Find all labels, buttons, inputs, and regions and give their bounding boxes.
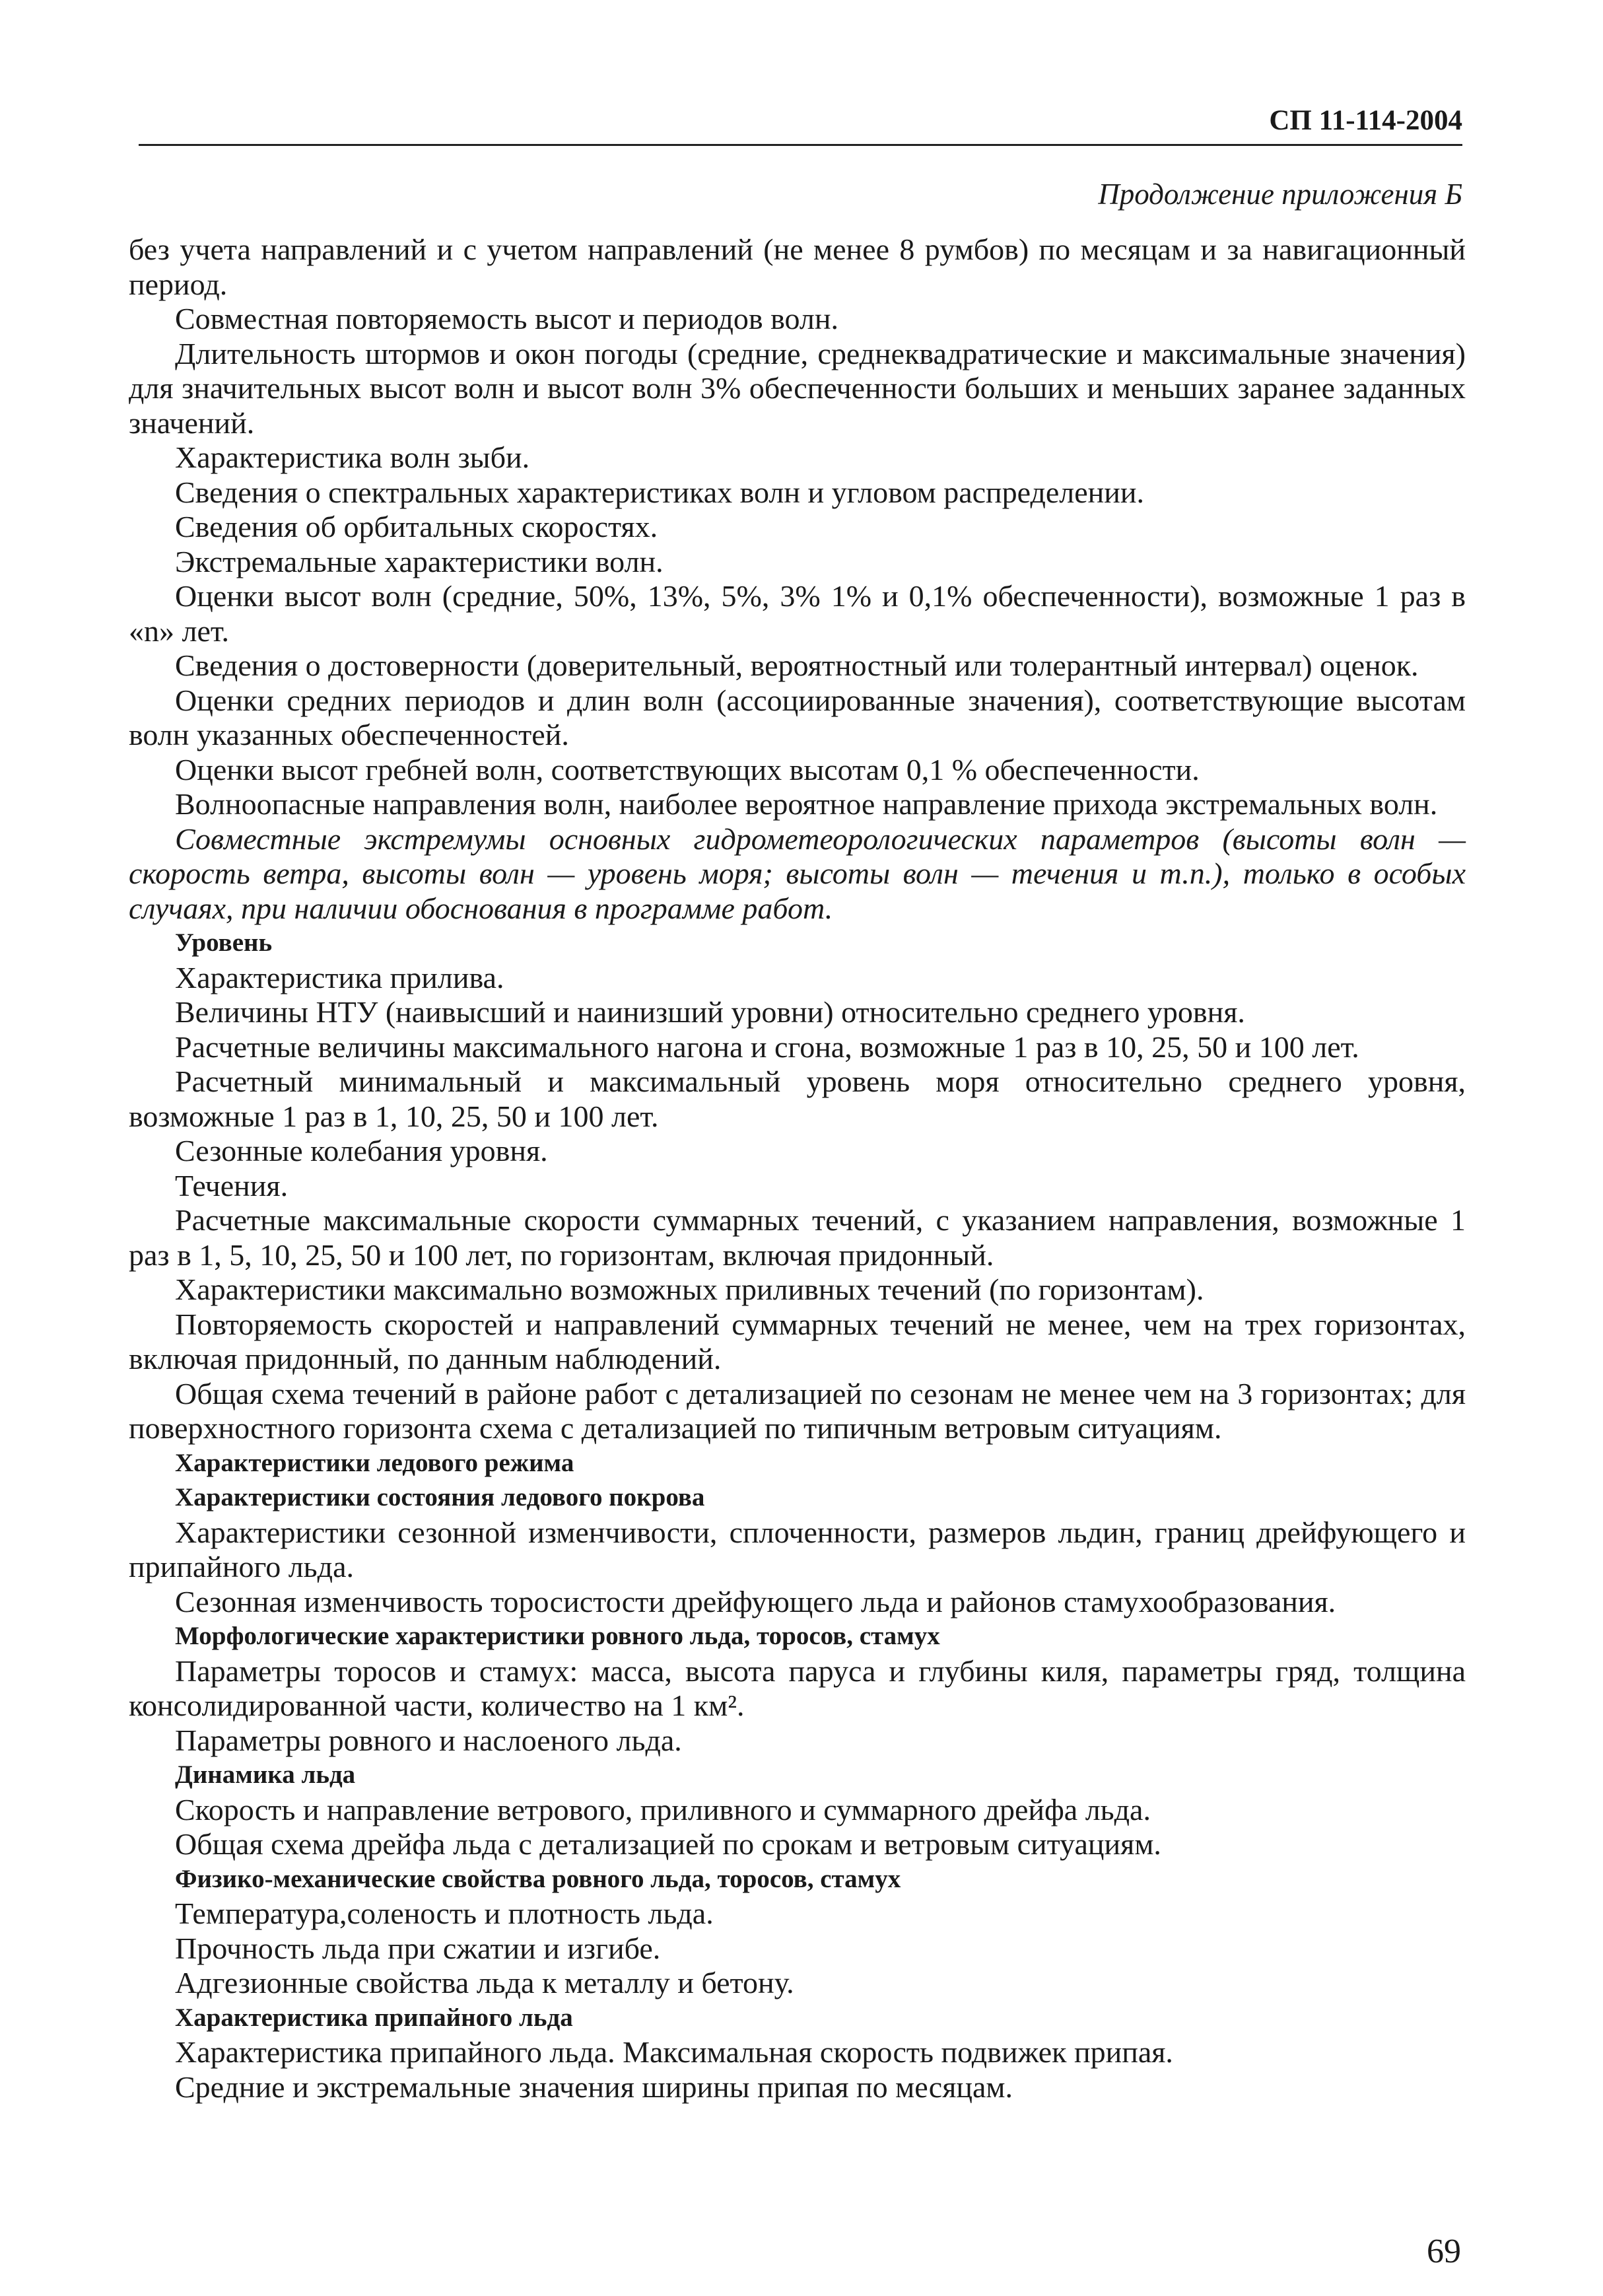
paragraph: Течения. [175,1168,289,1202]
paragraph: Сведения о достоверности (доверительный, вероятностный или толерантный интервал) оценок. [175,648,1419,682]
paragraph: Параметры торосов и стамух: масса, высота паруса и глубины киля, параметры гряд, толщина консолидированной части, количество на 1 км². [129,1653,1466,1722]
running-header [139,98,1462,146]
paragraph: Сведения о спектральных характеристиках волн и угловом распределении. [175,475,1145,509]
paragraph: Расчетный минимальный и максимальный уровень моря относительно среднего уровня, возможные 1 раз в 1, 10, 25, 50 и 100 лет. [129,1064,1466,1133]
paragraph: Прочность льда при сжатии и изгибе. [175,1931,661,1965]
document-code: СП 11-114-2004 [1269,105,1462,136]
paragraph: Общая схема течений в районе работ с детализацией по сезонам не менее чем на 3 горизонтах; для поверхностного горизонта схема с детализацией по типичным ветровым ситуациям. [129,1376,1466,1445]
section-heading-ice-regime: Характеристики ледового режима [175,1448,574,1477]
paragraph: Сезонная изменчивость торосистости дрейфующего льда и районов стамухообразования. [175,1584,1336,1618]
paragraph: Сведения об орбитальных скоростях. [175,510,658,543]
paragraph: Оценки средних периодов и длин волн (ассоциированные значения), соответствующие высотам волн указанных обеспеченностей. [129,683,1466,751]
paragraph: Параметры ровного и наслоеного льда. [175,1723,682,1757]
paragraph: Средние и экстремальные значения ширины припая по месяцам. [175,2070,1013,2104]
paragraph: Волноопасные направления волн, наиболее вероятное направление прихода экстремальных волн. [175,787,1438,821]
page-number: 69 [1427,2233,1461,2270]
paragraph: Расчетные максимальные скорости суммарных течений, с указанием направления, возможные 1 раз в 1, 5, 10, 25, 50 и 100 лет, по горизонтам, включая придонный. [129,1203,1466,1272]
paragraph: без учета направлений и с учетом направлений (не менее 8 румбов) по месяцам и за навигационный период. [129,232,1466,301]
paragraph: Характеристики сезонной изменчивости, сплоченности, размеров льдин, границ дрейфующего и припайного льда. [129,1515,1466,1583]
paragraph: Экстремальные характеристики волн. [175,544,664,578]
paragraph: Величины НТУ (наивысший и наинизший уровни) относительно среднего уровня. [175,995,1245,1029]
paragraph: Совместная повторяемость высот и периодов волн. [175,302,838,335]
paragraph: Повторяемость скоростей и направлений суммарных течений не менее, чем на трех горизонтах, включая придонный, по данным наблюдений. [129,1307,1466,1375]
paragraph: Температура,соленость и плотность льда. [175,1896,714,1930]
paragraph: Характеристика прилива. [175,960,504,994]
section-heading-ice-dynamics: Динамика льда [175,1760,356,1789]
paragraph: Оценки высот гребней волн, соответствующих высотам 0,1 % обеспеченности. [175,752,1200,786]
page-body [129,232,1466,2105]
paragraph: Длительность штормов и окон погоды (средние, среднеквадратические и максимальные значения) для значительных высот волн и высот волн 3% обеспеченности больших и меньших заранее заданных значений. [129,336,1466,440]
section-heading-morphology: Морфологические характеристики ровного льда, торосов, стамух [175,1622,940,1650]
paragraph: Скорость и направление ветрового, приливного и суммарного дрейфа льда. [175,1792,1151,1826]
italic-paragraph: Совместные экстремумы основных гидрометеорологических параметров (высоты волн — скорость ветра, высоты волн — уровень моря; высоты волн — течения и т.п.), только в особых случаях, при наличии обоснования в программе работ. [129,821,1466,925]
section-heading-fast-ice: Характеристика припайного льда [175,2003,573,2032]
paragraph: Адгезионные свойства льда к металлу и бетону. [175,1966,794,2000]
paragraph: Характеристика волн зыби. [175,440,530,474]
paragraph: Сезонные колебания уровня. [175,1134,548,1167]
section-heading-ice-cover: Характеристики состояния ледового покрова [175,1483,705,1512]
paragraph: Расчетные величины максимального нагона и сгона, возможные 1 раз в 10, 25, 50 и 100 лет. [175,1029,1359,1064]
paragraph: Общая схема дрейфа льда с детализацией по срокам и ветровым ситуациям. [175,1827,1161,1861]
section-heading-physical-properties: Физико-механические свойства ровного льда, торосов, стамух [175,1864,901,1893]
paragraph: Характеристика припайного льда. Максимальная скорость подвижек припая. [175,2035,1173,2069]
appendix-continuation-label: Продолжение приложения Б [1098,178,1462,211]
paragraph: Характеристики максимально возможных приливных течений (по горизонтам). [175,1272,1204,1306]
paragraph: Оценки высот волн (средние, 50%, 13%, 5%, 3% 1% и 0,1% обеспеченности), возможные 1 раз в «n» лет. [129,579,1466,648]
section-heading-level: Уровень [175,928,273,957]
